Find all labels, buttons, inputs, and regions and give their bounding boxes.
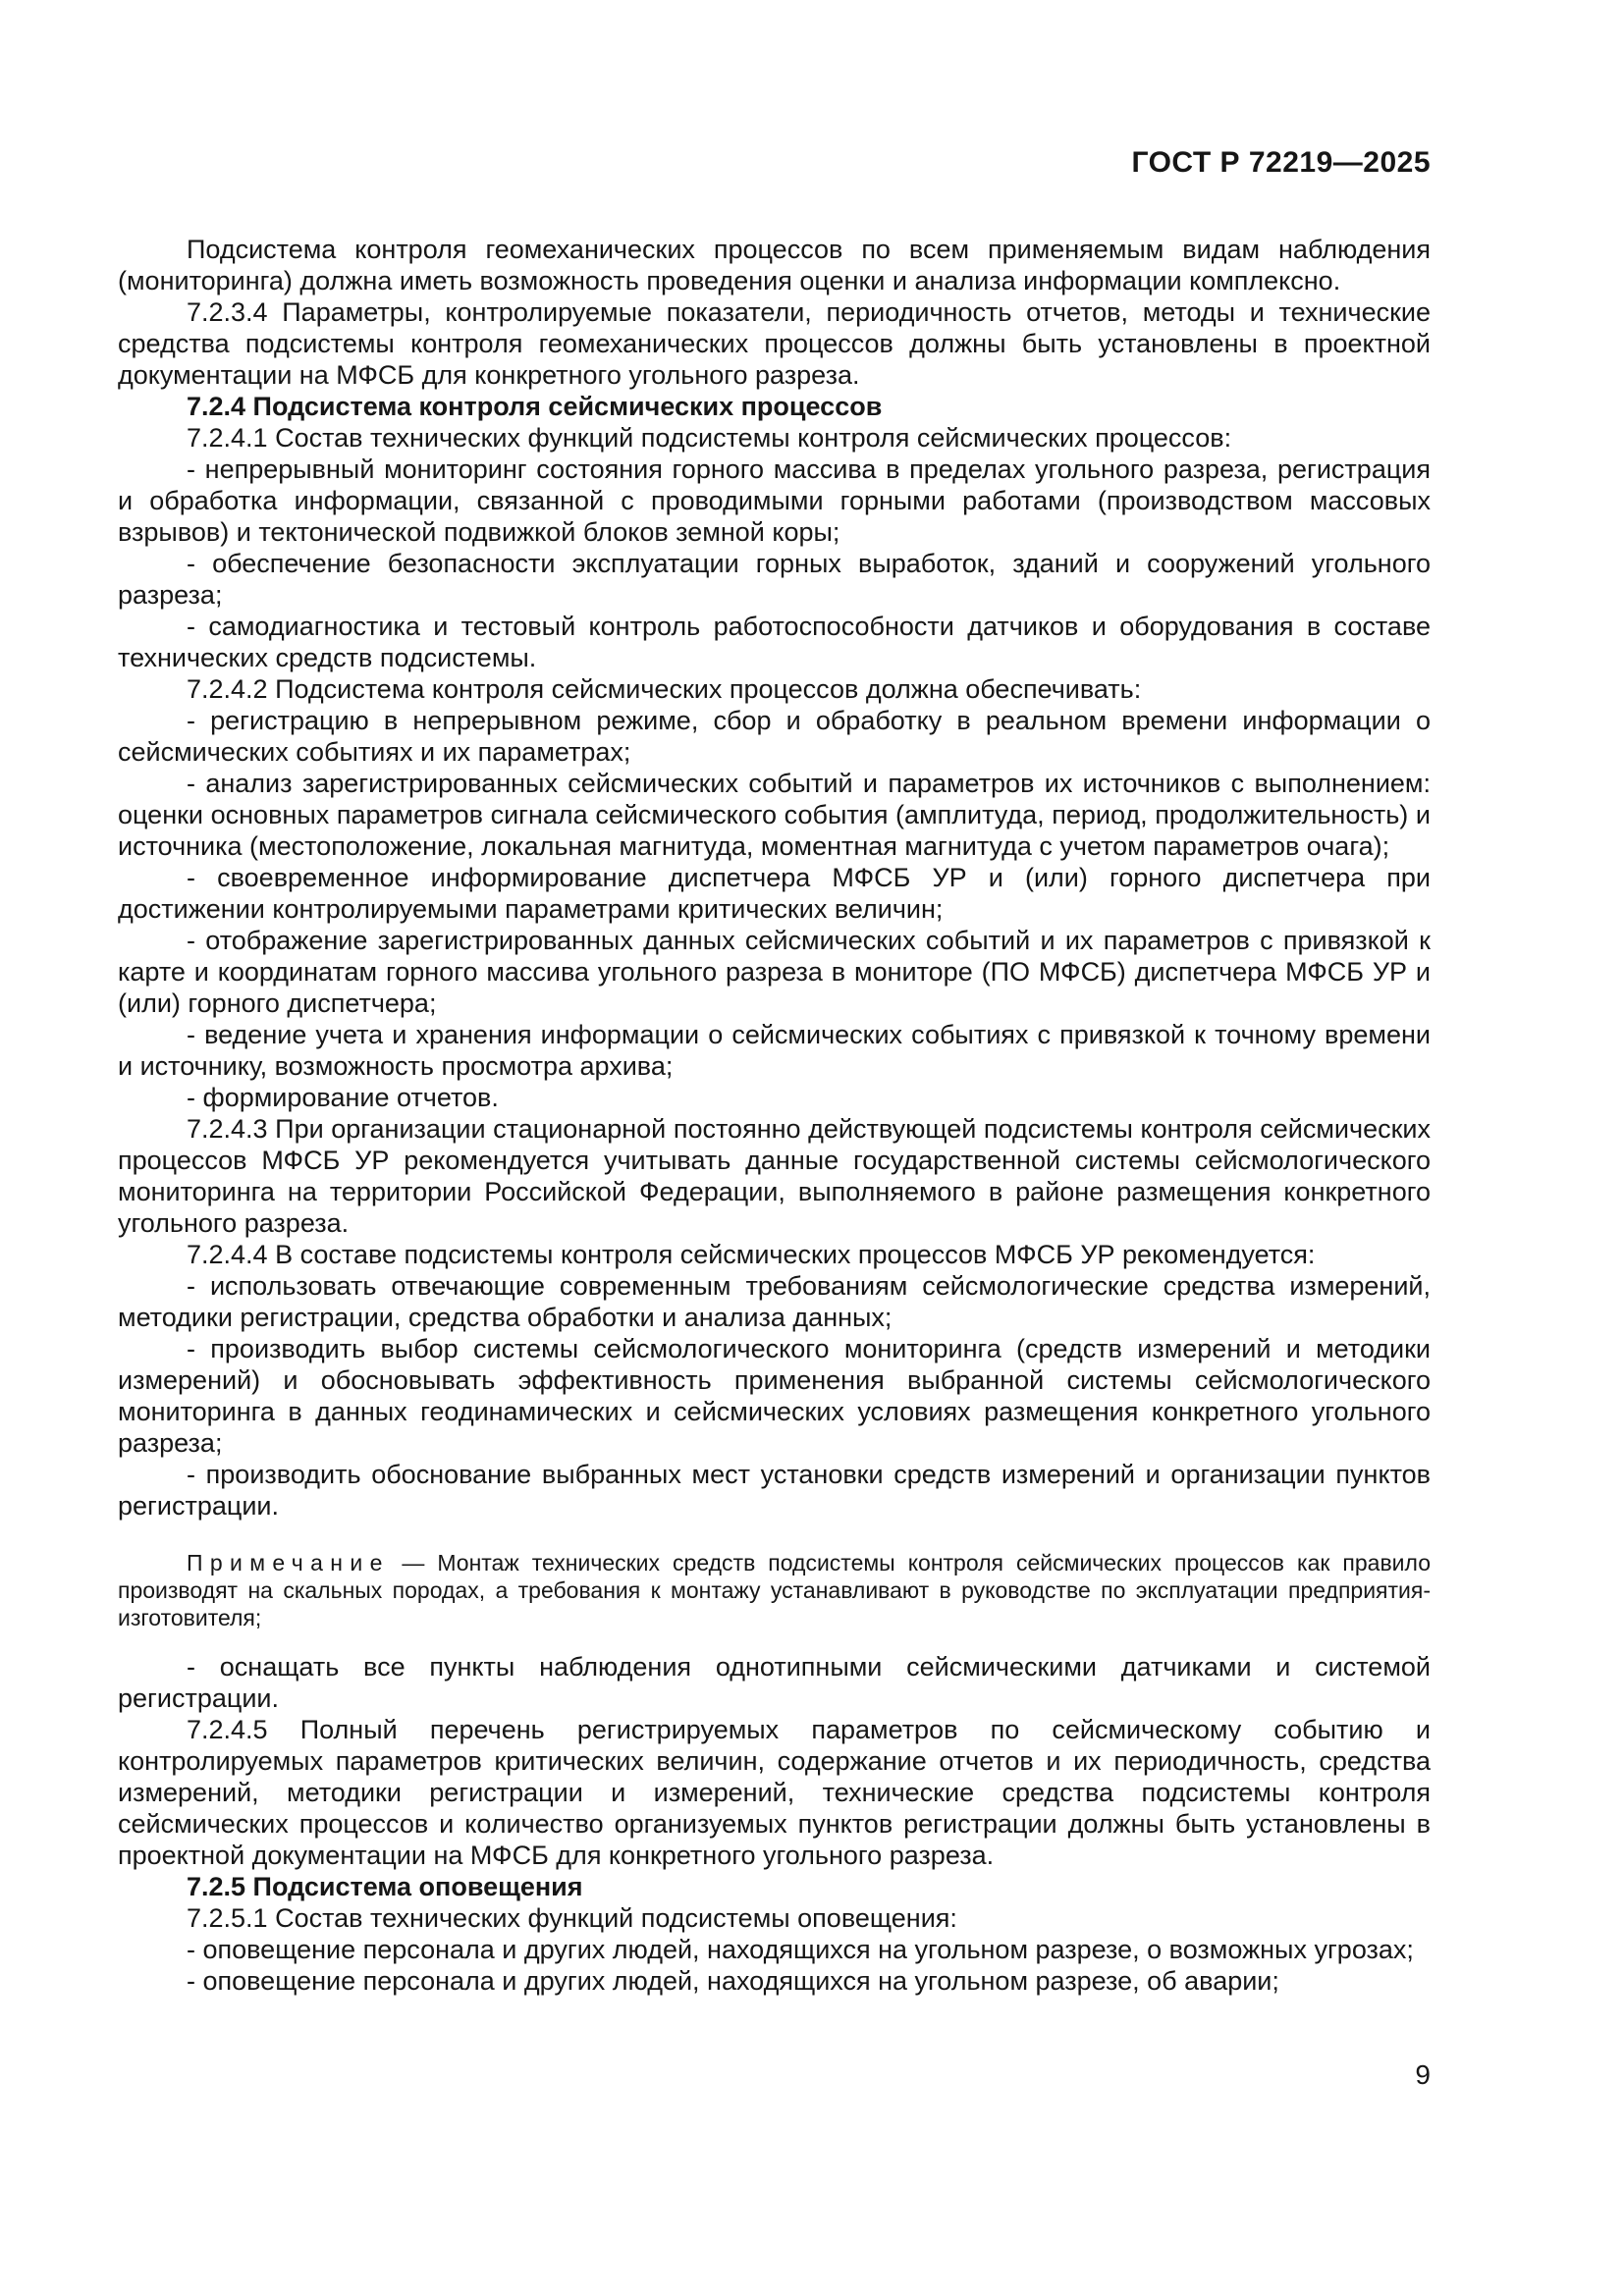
- paragraph-7-2-4-3: 7.2.4.3 При организации стационарной постоянно действующей подсистемы контроля сейсмических процессов МФСБ УР рекомендуется учитывать данные государственной системы сейсмологического мониторинга на территории Российской Федерации, выполняемого в районе размещения конкретного угольного разреза.: [118, 1114, 1431, 1238]
- list-item: - непрерывный мониторинг состояния горного массива в пределах угольного разреза, регистрация и обработка информации, связанной с проводимыми горными работами (производством массовых взрывов) и тектонической подвижкой блоков земной коры;: [118, 454, 1431, 547]
- list-item: - производить обоснование выбранных мест установки средств измерений и организации пунктов регистрации.: [118, 1460, 1431, 1521]
- paragraph-intro: Подсистема контроля геомеханических процессов по всем применяемым видам наблюдения (мониторинга) должна иметь возможность проведения оценки и анализа информации комплексно.: [118, 235, 1431, 295]
- list-item: - оповещение персонала и других людей, находящихся на угольном разрезе, об аварии;: [187, 1966, 1279, 1996]
- note-text: — Монтаж технических средств подсистемы контроля сейсмических процессов как правило производят на скальных породах, а требования к монтажу устанавливают в руководстве по эксплуатации предприятия-изготовителя;: [118, 1550, 1431, 1630]
- paragraph-7-2-4-1: 7.2.4.1 Состав технических функций подсистемы контроля сейсмических процессов:: [187, 423, 1232, 453]
- paragraph-7-2-3-4: 7.2.3.4 Параметры, контролируемые показатели, периодичность отчетов, методы и технические средства подсистемы контроля геомеханических процессов должны быть установлены в проектной документации на МФСБ для конкретного угольного разреза.: [118, 297, 1431, 390]
- paragraph-7-2-5-1: 7.2.5.1 Состав технических функций подсистемы оповещения:: [187, 1903, 957, 1933]
- list-item: - производить выбор системы сейсмологического мониторинга (средств измерений и методики измерений) и обосновывать эффективность применения выбранной системы сейсмологического мониторинга в данных геодинамических и сейсмических условиях размещения конкретного угольного разреза;: [118, 1334, 1431, 1458]
- list-item: - использовать отвечающие современным требованиям сейсмологические средства измерений, методики регистрации, средства обработки и анализа данных;: [118, 1271, 1431, 1332]
- list-item: - обеспечение безопасности эксплуатации горных выработок, зданий и сооружений угольного разреза;: [118, 549, 1431, 610]
- note-paragraph: [118, 1549, 1431, 1631]
- list-item: - оснащать все пункты наблюдения однотипными сейсмическими датчиками и системой регистрации.: [118, 1652, 1431, 1713]
- paragraph-7-2-4-2: 7.2.4.2 Подсистема контроля сейсмических процессов должна обеспечивать:: [187, 674, 1142, 704]
- list-item: - анализ зарегистрированных сейсмических событий и параметров их источников с выполнением: оценки основных параметров сигнала сейсмического события (амплитуда, период, продолжительность) и источника (местоположение, локальная магнитуда, моментная магнитуда с учетом параметров очага);: [118, 769, 1431, 861]
- document-body: [118, 234, 1431, 1997]
- list-item: - отображение зарегистрированных данных сейсмических событий и их параметров с привязкой к карте и координатам горного массива угольного разреза в мониторе (ПО МФСБ) диспетчера МФСБ УР и (или) горного диспетчера;: [118, 926, 1431, 1018]
- note-label: Примечание: [187, 1550, 390, 1575]
- list-item: - своевременное информирование диспетчера МФСБ УР и (или) горного диспетчера при достижении контролируемыми параметрами критических величин;: [118, 863, 1431, 924]
- section-heading-7-2-4: 7.2.4 Подсистема контроля сейсмических процессов: [187, 392, 883, 421]
- list-item: - формирование отчетов.: [187, 1083, 499, 1112]
- standard-code-header: ГОСТ Р 72219—2025: [1131, 146, 1431, 179]
- paragraph-7-2-4-5: 7.2.4.5 Полный перечень регистрируемых параметров по сейсмическому событию и контролируемых параметров критических величин, содержание отчетов и их периодичность, средства измерений, методики регистрации и измерений, технические средства подсистемы контроля сейсмических процессов и количество организуемых пунктов регистрации должны быть установлены в проектной документации на МФСБ для конкретного угольного разреза.: [118, 1715, 1431, 1870]
- page-number: 9: [1415, 2059, 1431, 2090]
- list-item: - оповещение персонала и других людей, находящихся на угольном разрезе, о возможных угрозах;: [187, 1935, 1414, 1964]
- section-heading-7-2-5: 7.2.5 Подсистема оповещения: [187, 1872, 583, 1901]
- list-item: - ведение учета и хранения информации о сейсмических событиях с привязкой к точному времени и источнику, возможность просмотра архива;: [118, 1020, 1431, 1081]
- paragraph-7-2-4-4: 7.2.4.4 В составе подсистемы контроля сейсмических процессов МФСБ УР рекомендуется:: [187, 1240, 1316, 1269]
- list-item: - регистрацию в непрерывном режиме, сбор и обработку в реальном времени информации о сейсмических событиях и их параметрах;: [118, 706, 1431, 767]
- list-item: - самодиагностика и тестовый контроль работоспособности датчиков и оборудования в составе технических средств подсистемы.: [118, 612, 1431, 672]
